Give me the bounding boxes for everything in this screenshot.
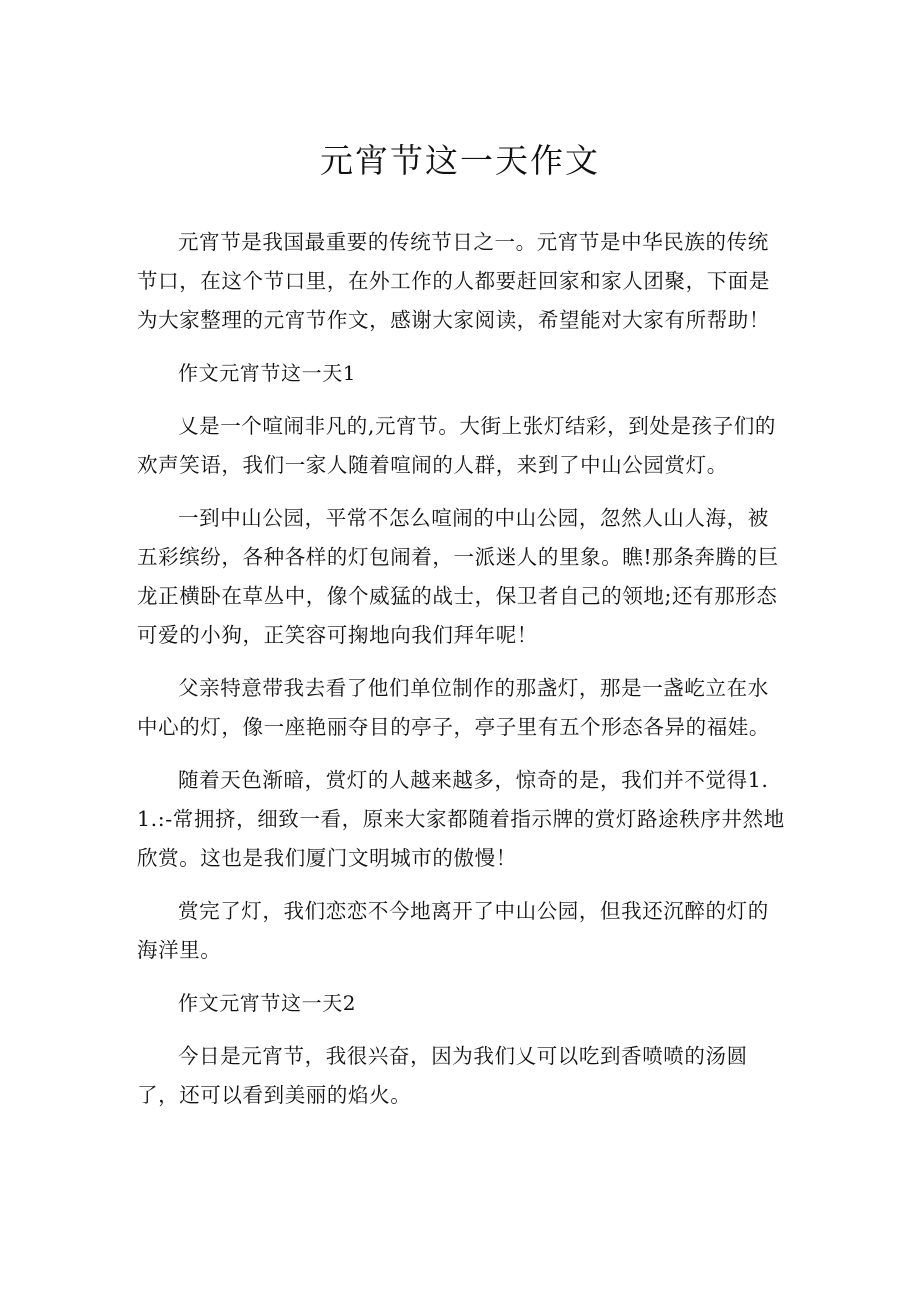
essay-2-paragraph-1: 今日是元宵节，我很兴奋，因为我们乂可以吃到香喷喷的汤圆了，还可以看到美丽的焰火。 — [137, 1044, 748, 1107]
intro-paragraph: 元宵节是我国最重要的传统节日之一。元宵节是中华民族的传统节口，在这个节口里，在外工作的人都要赶回家和家人团聚，下面是为大家整理的元宵节作文，感谢大家阅读，希望能对大家有所帮助！ — [137, 230, 770, 332]
document-body — [137, 223, 788, 1129]
document-title: 元宵节这一天作文 — [320, 141, 600, 180]
essay-1-paragraph-4: 随着天色渐暗，赏灯的人越来越多，惊奇的是，我们并不觉得1.1.:-常拥挤，细致一看，原来大家都随着指示牌的赏灯路途秩序井然地欣赏。这也是我们厦门文明城市的傲慢！ — [137, 768, 785, 870]
essay-1-heading: 作文元宵节这一天1 — [178, 361, 357, 385]
essay-2-heading: 作文元宵节这一天2 — [178, 991, 357, 1015]
essay-1-paragraph-3: 父亲特意带我去看了他们单位制作的那盏灯，那是一盏屹立在水中心的灯，像一座艳丽夺目的亭子，亭子里有五个形态各异的福娃。 — [137, 676, 770, 739]
essay-1-paragraph-1: 乂是一个喧闹非凡的,元宵节。大街上张灯结彩，到处是孩子们的欢声笑语，我们一家人随着喧闹的人群，来到了中山公园赏灯。 — [137, 414, 776, 477]
essay-1-paragraph-5: 赏完了灯，我们恋恋不今地离开了中山公园，但我还沉醉的灯的海洋里。 — [137, 899, 769, 962]
essay-1-paragraph-2: 一到中山公园，平常不怎么喧闹的中山公园，忽然人山人海，被五彩缤纷，各种各样的灯包闹着，一派迷人的里象。瞧!那条奔腾的巨龙正横卧在草丛中，像个威猛的战士，保卫者自己的领地;还有那形态可爱的小狗，正笑容可掬地向我们拜年呢！ — [137, 506, 779, 647]
